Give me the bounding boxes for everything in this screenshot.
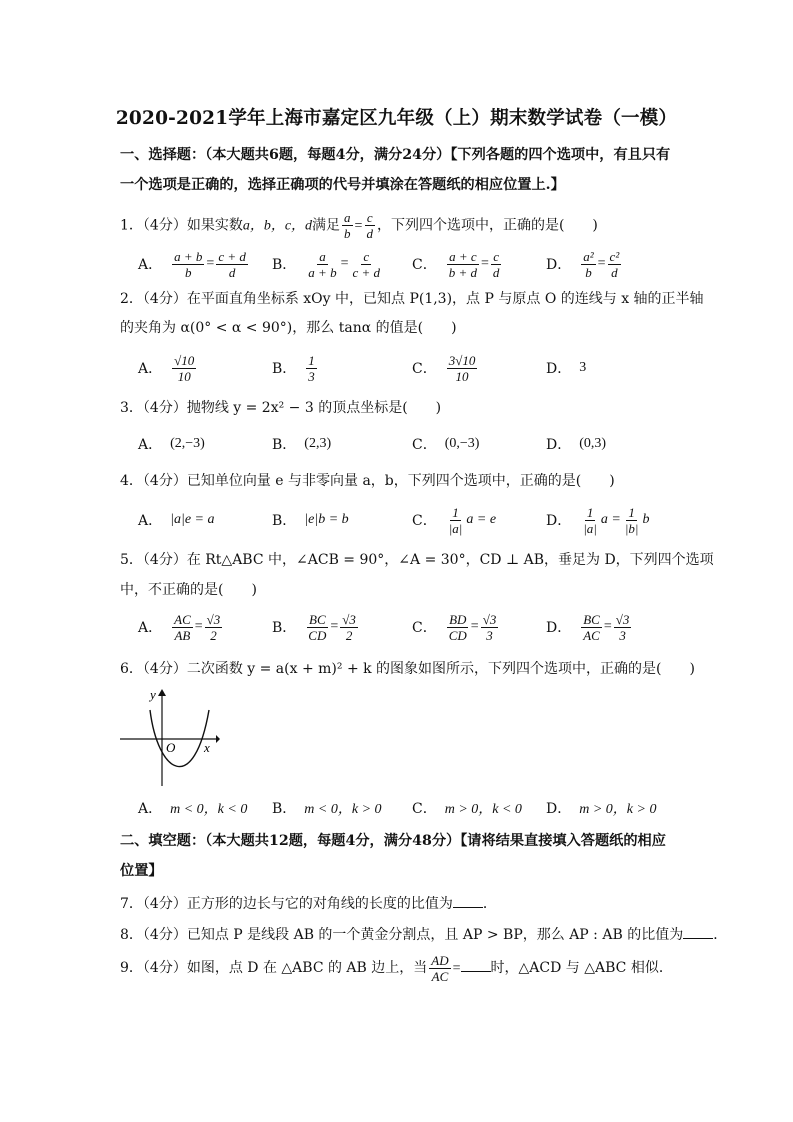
q6-origin-label: O	[166, 740, 176, 755]
section-1-line-1: 一、选择题：（本大题共6题，每题4分，满分24分）【下列各题的四个选项中，有且只有	[120, 147, 671, 163]
q2-option-d[interactable]: D． 3	[546, 360, 587, 377]
q9-answer-blank[interactable]	[461, 957, 491, 972]
question-5-options	[138, 607, 678, 647]
question-2-line-1: 2．（4分）在平面直角坐标系 xOy 中，已知点 P(1,3)，点 P 与原点 O 的连线与 x 轴的正半轴	[120, 291, 704, 307]
q1-fraction-cd: $\frac{c}{d}$	[366, 210, 373, 241]
q3-option-b[interactable]: B． (2,3)	[272, 436, 332, 453]
q6-option-a[interactable]: A． m < 0，k < 0	[138, 801, 248, 817]
section-2-line-2: 位置】	[120, 863, 163, 879]
question-3-options	[138, 424, 678, 464]
question-1: 1．（4分）如果实数a，b，c，d满足 $\frac{a}{b}$ = $\frac{c}{d}$ ，下列四个选项中，正确的是( )	[120, 210, 598, 241]
q7-answer-blank[interactable]	[453, 893, 483, 908]
q2-option-a[interactable]: A． $\frac{√10}{10}$	[138, 352, 195, 384]
question-8: 8．（4分）已知点 P 是线段 AB 的一个黄金分割点，且 AP > BP，那么 AP : AB 的比值为 ．	[120, 924, 727, 945]
q3-option-d[interactable]: D． (0,3)	[546, 436, 607, 453]
question-4: 4．（4分）已知单位向量 e 与非零向量 a，b，下列四个选项中，正确的是( )	[120, 473, 615, 489]
q6-parabola-curve	[150, 710, 209, 767]
question-2-line-2: 的夹角为 α(0° < α < 90°)，那么 tanα 的值是( )	[120, 320, 457, 336]
q3-option-c[interactable]: C． (0,−3)	[412, 436, 480, 453]
q6-y-axis-arrow	[158, 689, 166, 696]
q1-option-d[interactable]: D． $\frac{\text{a²}}{b}$ = $\frac{\text{c²}}{d}$	[546, 248, 620, 280]
question-6: 6．（4分）二次函数 y = a(x + m)² + k 的图象如图所示，下列四个选项中，正确的是( )	[120, 661, 695, 677]
q4-option-d[interactable]: D． $\frac{1}{|a|}$ a = $\frac{1}{|b|}$ b	[546, 504, 650, 536]
q6-x-axis-arrow	[216, 735, 220, 743]
q5-option-b[interactable]: B． $\frac{BC}{CD}$ = $\frac{√3}{2}$	[272, 611, 356, 643]
q4-option-b[interactable]: B． |e|b = b	[272, 512, 349, 529]
q1-option-c[interactable]: C． $\frac{a + c}{b + d}$ = $\frac{c}{d}$	[412, 248, 500, 280]
q6-x-label: x	[204, 740, 210, 755]
q6-option-d[interactable]: D． m > 0，k > 0	[546, 801, 657, 817]
q1-option-a[interactable]: A． $\frac{a + b}{b}$ = $\frac{c + d}{d}$	[138, 248, 246, 280]
q5-option-a[interactable]: A． $\frac{AC}{AB}$ = $\frac{√3}{2}$	[138, 611, 221, 643]
question-5-line-2: 中，不正确的是( )	[120, 582, 257, 598]
section-2-line-1: 二、填空题：（本大题共12题，每题4分，满分48分）【请将结果直接填入答题纸的相应	[120, 833, 666, 849]
q2-option-c[interactable]: C． $\frac{3√10}{10}$	[412, 352, 476, 384]
question-5-line-1: 5．（4分）在 Rt△ABC 中，∠ACB = 90°，∠A = 30°，CD ⊥ AB，垂足为 D，下列四个选项	[120, 552, 714, 568]
q6-y-label: y	[150, 687, 156, 702]
q4-option-c[interactable]: C． $\frac{1}{|a|}$ a = e	[412, 504, 497, 536]
q1-option-b[interactable]: B． $\frac{a}{a + b}$ = $\frac{c}{c + d}$	[272, 248, 381, 280]
section-1-line-2: 一个选项是正确的，选择正确项的代号并填涂在答题纸的相应位置上.】	[120, 177, 565, 193]
question-7: 7．（4分）正方形的边长与它的对角线的长度的比值为 ．	[120, 893, 497, 914]
q9-fraction: $\frac{AD}{AC}$	[431, 952, 449, 984]
question-6-options	[138, 788, 678, 828]
q2-option-b[interactable]: B． $\frac{1}{3}$	[272, 352, 315, 384]
q1-fraction-ab: $\frac{a}{b}$	[344, 210, 351, 241]
q6-option-b[interactable]: B． m < 0，k > 0	[272, 801, 382, 817]
exam-title: 2020-2021学年上海市嘉定区九年级（上）期末数学试卷（一模）	[115, 108, 678, 129]
section-2-header	[120, 826, 680, 886]
question-3: 3．（4分）抛物线 y = 2x² − 3 的顶点坐标是( )	[120, 400, 442, 416]
q3-option-a[interactable]: A． (2,−3)	[138, 436, 205, 453]
question-2-options	[138, 348, 678, 388]
question-1-options	[138, 244, 678, 284]
q5-option-c[interactable]: C． $\frac{BD}{CD}$ = $\frac{√3}{3}$	[412, 611, 497, 643]
question-9: 9．（4分）如图，点 D 在 △ABC 的 AB 边上，当 $\frac{AD}{AC}$ = 时，△ACD 与 △ABC 相似．	[120, 952, 673, 984]
q5-option-d[interactable]: D． $\frac{BC}{AC}$ = $\frac{√3}{3}$	[546, 611, 630, 643]
q6-parabola-graph	[120, 686, 220, 786]
q4-option-a[interactable]: A． |a|e = a	[138, 512, 215, 529]
question-4-options	[138, 500, 678, 540]
q6-option-c[interactable]: C． m > 0，k < 0	[412, 801, 522, 817]
section-1-header	[120, 140, 680, 200]
q8-answer-blank[interactable]	[683, 924, 713, 939]
